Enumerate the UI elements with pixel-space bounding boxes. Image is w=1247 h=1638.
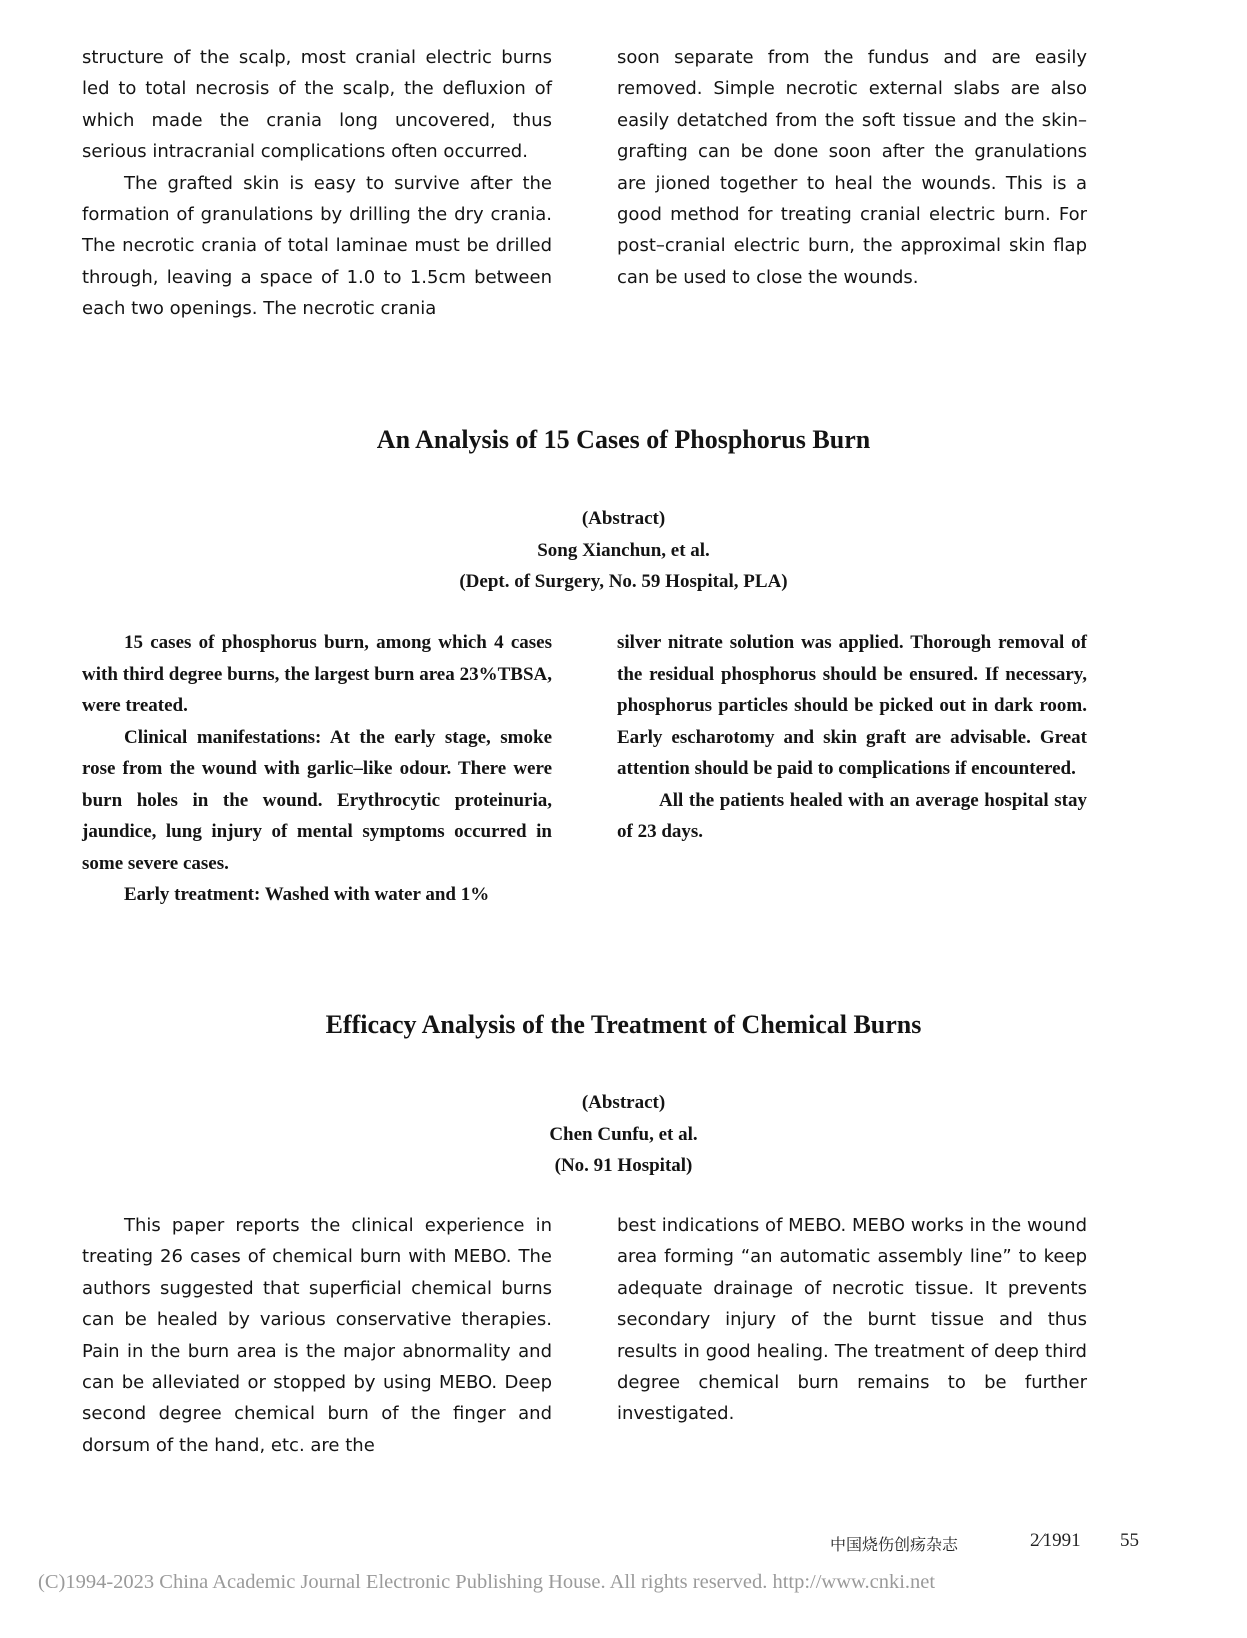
abstract-label: (Abstract) [581, 1092, 666, 1113]
paragraph: The grafted skin is easy to survive after the formation of granulations by drilling the dry crania. The necrotic crania of total laminae must be drilled through, leaving a space of 1.0 to 1.5cm between each two openings. The necrotic crania [82, 172, 552, 320]
article2-text-right [617, 1210, 1087, 1430]
paragraph: This paper reports the clinical experience in treating 26 cases of chemical burn with MEBO. The authors suggested that superficial chemical burns can be healed by various conservative therapies. Pain in the burn area is the major abnormality and can be alleviated or stopped by using MEBO. Deep second degree chemical burn of the finger and dorsum of the hand, etc. are the [82, 1215, 552, 1456]
paragraph: soon separate from the fundus and are easily removed. Simple necrotic external slabs are also easily detatched from the soft tissue and the skin–grafting can be done soon after the granulations are jioned together to heal the wounds. This is a good method for treating cranial electric burn. For post–cranial electric burn, the approximal skin flap can be used to close the wounds. [617, 47, 1087, 288]
paragraph: structure of the scalp, most cranial electric burns led to total necrosis of the scalp, the defluxion of which made the crania long uncovered, thus serious intracranial complications often occurred. [82, 47, 552, 163]
paragraph: Early treatment: Washed with water and 1% [124, 884, 490, 905]
continued-text-left [82, 42, 552, 325]
continued-text-right [617, 42, 1087, 293]
paragraph: best indications of MEBO. MEBO works in the wound area forming “an automatic assembly line” to keep adequate drainage of necrotic tissue. It prevents secondary injury of the burnt tissue and thus results in good healing. The treatment of deep third degree chemical burn remains to be further investigated. [617, 1215, 1087, 1425]
journal-name: 中国烧伤创疡杂志 [830, 1535, 959, 1554]
abstract-label: (Abstract) [581, 508, 666, 529]
paragraph: All the patients healed with an average hospital stay of 23 days. [617, 789, 1087, 842]
author: Song Xianchun, et al. [537, 539, 710, 561]
paragraph: 15 cases of phosphorus burn, among which 4 cases with third degree burns, the largest burn area 23%TBSA, were treated. [82, 632, 552, 716]
article-byline [0, 503, 1247, 598]
article-title: An Analysis of 15 Cases of Phosphorus Burn [376, 425, 871, 454]
article2-text-left [82, 1210, 552, 1461]
paragraph: silver nitrate solution was applied. Thorough removal of the residual phosphorus should be ensured. If necessary, phosphorus particles should be picked out in dark room. Early escharotomy and skin graft are advisable. Great attention should be paid to complications if encountered. [617, 632, 1087, 779]
article-byline [0, 1087, 1247, 1182]
article-title: Efficacy Analysis of the Treatment of Chemical Burns [325, 1010, 922, 1039]
article1-text-left [82, 627, 552, 911]
page-number: 55 [1120, 1530, 1139, 1551]
affiliation: (Dept. of Surgery, No. 59 Hospital, PLA) [459, 571, 788, 592]
paragraph: Clinical manifestations: At the early stage, smoke rose from the wound with garlic–like odour. There were burn holes in the wound. Erythrocytic proteinuria, jaundice, lung injury of mental symptoms occurred in some severe cases. [82, 726, 552, 874]
author: Chen Cunfu, et al. [549, 1123, 698, 1145]
affiliation: (No. 91 Hospital) [554, 1155, 693, 1176]
issue-number: 2⁄1991 [1030, 1530, 1081, 1551]
article1-text-right [617, 627, 1087, 848]
copyright-watermark: (C)1994-2023 China Academic Journal Electronic Publishing House. All rights reserved. http://www.cnki.net [38, 1571, 936, 1593]
